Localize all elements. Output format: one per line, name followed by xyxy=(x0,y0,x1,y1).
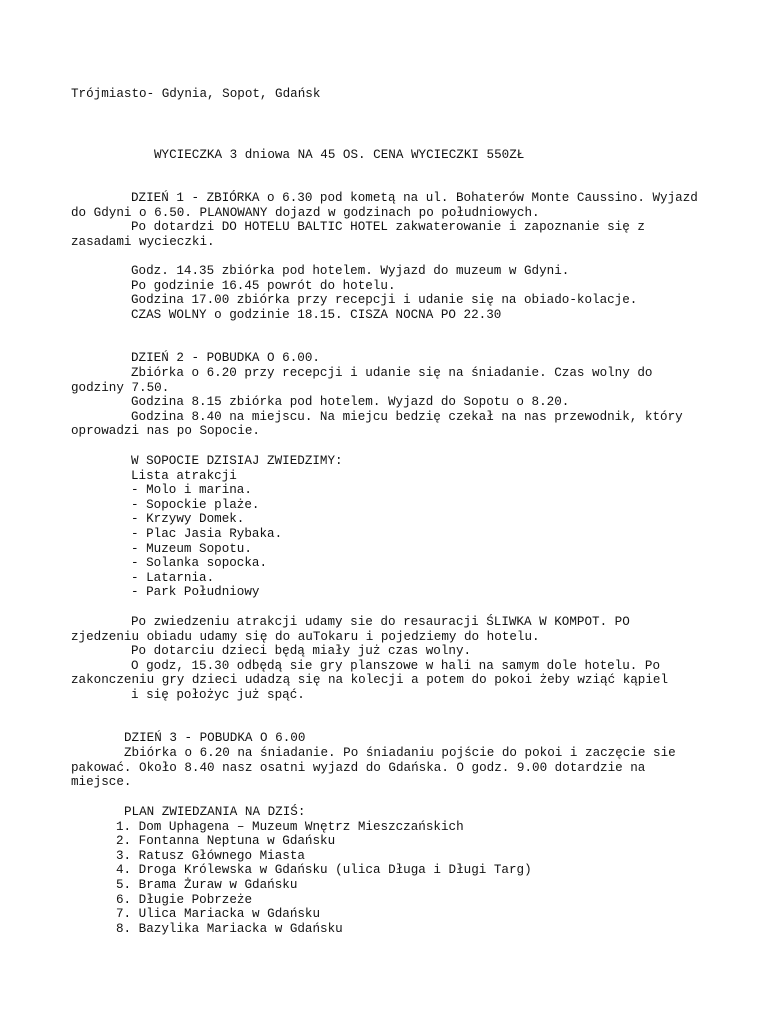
day2-line: oprowadzi nas po Sopocie. xyxy=(71,424,260,439)
day2-line: zjedzeniu obiadu udamy się do auTokaru i pojedziemy do hotelu. xyxy=(71,629,540,644)
attraction-item: - Krzywy Domek. xyxy=(131,512,245,527)
document-title: Trójmiasto- Gdynia, Sopot, Gdańsk xyxy=(71,87,321,101)
day2-line: O godz, 15.30 odbędą sie gry planszowe w hali na samym dole hotelu. Po xyxy=(131,658,661,673)
plan-item: 3. Ratusz Głównego Miasta xyxy=(116,848,305,863)
sopot-sightseeing-heading: W SOPOCIE DZISIAJ ZWIEDZIMY: xyxy=(131,454,343,468)
attraction-item: - Plac Jasia Rybaka. xyxy=(131,527,283,541)
plan-item: 7. Ulica Mariacka w Gdańsku xyxy=(116,907,321,922)
day3-heading: DZIEŃ 3 - POBUDKA O 6.00 xyxy=(124,731,306,745)
day2-line: Po zwiedzeniu atrakcji udamy sie do resauracji ŚLIWKA W KOMPOT. PO xyxy=(131,615,630,629)
attraction-item: - Latarnia. xyxy=(131,570,215,585)
plan-item: 6. Długie Pobrzeże xyxy=(116,892,253,907)
attractions-list-heading: Lista atrakcji xyxy=(131,468,237,483)
day1-line: CZAS WOLNY o godzinie 18.15. CISZA NOCNA PO 22.30 xyxy=(131,307,502,322)
plan-item: 1. Dom Uphagena – Muzeum Wnętrz Mieszczańskich xyxy=(116,819,464,834)
day1-line: Godz. 14.35 zbiórka pod hotelem. Wyjazd do muzeum w Gdyni. xyxy=(131,264,570,278)
day3-line: Zbiórka o 6.20 na śniadanie. Po śniadaniu pojście do pokoi i zaczęcie sie xyxy=(124,746,676,760)
day2-line: i się położyc już spąć. xyxy=(131,688,305,702)
day1-line: do Gdyni o 6.50. PLANOWANY dojazd w godzinach po południowych. xyxy=(71,205,540,220)
attraction-item: - Sopockie plaże. xyxy=(131,497,260,512)
day2-heading: DZIEŃ 2 - POBUDKA O 6.00. xyxy=(131,351,320,365)
plan-item: 2. Fontanna Neptuna w Gdańsku xyxy=(116,834,336,849)
day2-line: Zbiórka o 6.20 przy recepcji i udanie się na śniadanie. Czas wolny do xyxy=(131,366,653,380)
day2-line: zakonczeniu gry dzieci udadzą się na kolecji a potem do pokoi żeby wziąć kąpiel xyxy=(71,673,669,688)
day1-line: Po godzinie 16.45 powrót do hotelu. xyxy=(131,278,396,293)
day2-line: Godzina 8.15 zbiórka pod hotelem. Wyjazd do Sopotu o 8.20. xyxy=(131,395,570,410)
day2-line: godziny 7.50. xyxy=(71,380,170,395)
attraction-item: - Muzeum Sopotu. xyxy=(131,541,252,556)
day1-line: DZIEŃ 1 - ZBIÓRKA o 6.30 pod kometą na ul. Bohaterów Monte Caussino. Wyjazd xyxy=(131,191,698,205)
day3-line: miejsce. xyxy=(71,775,132,790)
attraction-item: - Park Południowy xyxy=(131,585,260,600)
trip-heading: WYCIECZKA 3 dniowa NA 45 OS. CENA WYCIECZKI 550ZŁ xyxy=(154,148,525,162)
plan-item: 4. Droga Królewska w Gdańsku (ulica Długa i Długi Targ) xyxy=(116,863,532,878)
day2-line: Godzina 8.40 na miejscu. Na miejcu bedzię czekał na nas przewodnik, który xyxy=(131,409,683,424)
day1-line: Po dotardzi DO HOTELU BALTIC HOTEL zakwaterowanie i zapoznanie się z xyxy=(131,220,645,235)
day2-line: Po dotarciu dzieci będą miały już czas wolny. xyxy=(131,644,472,659)
plan-heading: PLAN ZWIEDZANIA NA DZIŚ: xyxy=(124,805,306,819)
day3-line: pakować. Około 8.40 nasz osatni wyjazd do Gdańska. O godz. 9.00 dotardzie na xyxy=(71,760,646,775)
attraction-item: - Molo i marina. xyxy=(131,483,252,498)
attraction-item: - Solanka sopocka. xyxy=(131,556,268,571)
day1-line: Godzina 17.00 zbiórka przy recepcji i udanie się na obiado-kolacje. xyxy=(131,293,638,308)
day1-line: zasadami wycieczki. xyxy=(71,234,215,249)
plan-item: 5. Brama Żuraw w Gdańsku xyxy=(116,878,298,892)
plan-item: 8. Bazylika Mariacka w Gdańsku xyxy=(116,921,343,936)
